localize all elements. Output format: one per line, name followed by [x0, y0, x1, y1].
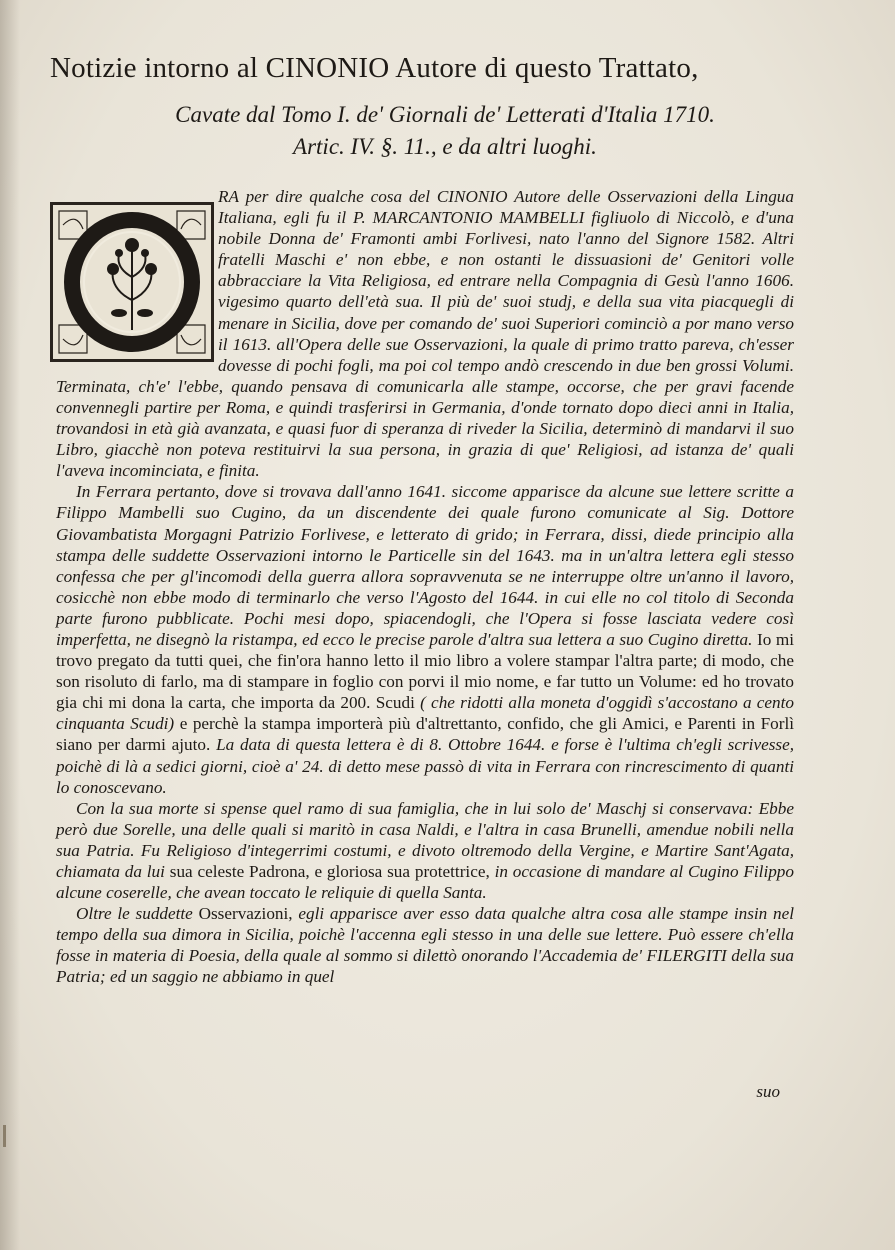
subtitle-line-1: Cavate dal Tomo I. de' Giornali de' Letterati d'Italia 1710. — [175, 102, 715, 127]
catchword: suo — [756, 1082, 780, 1101]
paragraph-1: RA per dire qualche cosa del CINONIO Autore delle Osservazioni della Lingua Italiana, egli fu il P. MARCANTONIO MAMBELLI figliuolo di Niccolò, e d'una nobile Donna de' Framonti ambi Forlivesi, nato l'anno del Signore 1582. Altri fratelli Maschi e' non ebbe, e non ostanti le dissuasioni de' Genitori volle abbracciare la Vita Religiosa, ed entrare nella Compagnia di Gesù l'anno 1606. vigesimo quarto dell'età sua. Il più de' suoi studj, e della sua vita piacquegli di menare in Sicilia, dove per comando de' suoi Superiori cominciò a por mano verso il 1613. all'Opera delle sue Osservazioni, la quale di primo tratto pareva, ch'esser dovesse di pochi fogli, ma poi col tempo andò crescendo in due ben grossi Volumi. Terminata, ch'e' l'ebbe, quando pensava di comunicarla alle stampe, occorse, che per gravi facende convennegli partire per Roma, e quindi trasferirsi in Germania, d'onde tornato dopo dieci anni in Italia, trovandosi in età già avanzata, e quasi fuor di speranza di riveder la Sicilia, determinò di mandarvi il suo Libro, giacchè non poteva restituirvi la sua persona, in grazia di que' Religiosi, ad istanza de' quali l'aveva incominciata, e finita. — [56, 187, 794, 481]
paragraph-4-start: Oltre le suddette — [76, 904, 193, 924]
page-title: Notizie intorno al CINONIO Autore di questo Trattato, — [50, 52, 699, 84]
subtitle-line-2: Artic. IV. §. 11., e da altri luoghi. — [293, 134, 597, 159]
page-edge-mark — [3, 1125, 6, 1147]
osservazioni-word: Osservazioni, — [198, 904, 293, 924]
letter-quote-end: e perchè la stampa importerà più d'altrettanto, confido, che gli Amici, e Parenti in Forlì siano per darmi ajuto. — [56, 714, 794, 755]
body-text — [56, 186, 794, 988]
paragraph-2-text: In Ferrara pertanto, dove si trovava dall'anno 1641. siccome apparisce da alcune sue lettere scritte a Filippo Mambelli suo Cugino, da un discendente dei quale furono comunicate al Sig. Dottore Giovambatista Morgagni Patrizio Forlivese, e letterato di grido; in Ferrara, dissi, diede principio alla stampa delle suddette Osservazioni intorno le Particelle sin del 1643. ma in un'altra lettera egli stesso confessa che per gl'incomodi della guerra allora sopravvenuta se ne interruppe oltre un'anno il lavoro, cosicchè non ebbe modo di terminarlo che verso l'Agosto del 1644. in cui elle no col titolo di Seconda parte furono pubblicate. Pochi mesi dopo, spiacendogli, che l'Opera si fosse lasciata vedere così imperfetta, ne disegnò la ristampa, ed ecco le precise parole d'altra sua lettera a suo Cugino diretta. — [56, 482, 794, 649]
paragraph-3-text: Con la sua morte si spense quel ramo di sua famiglia, che in lui solo de' Maschj si conservava: Ebbe però due Sorelle, una delle quali si maritò in casa Naldi, e l'altra in casa Brunelli, amendue nobili nella sua Patria. Fu Religioso d'integerrimi costumi, e divoto oltremodo della Vergine, e Martire Sant'Agata, chiamata da lui — [56, 798, 794, 881]
paragraph-2 — [56, 481, 794, 797]
agata-patrona: sua celeste Padrona, e gloriosa sua protettrice, — [169, 862, 490, 881]
letter-note: ( che ridotti alla moneta d'oggidì s'accostano a cento cinquanta Scudi) — [56, 693, 794, 734]
paragraph-3 — [56, 798, 794, 903]
paragraph-4 — [56, 903, 794, 987]
paragraph-4-text: egli apparisce aver esso data qualche altra cosa alle stampe insin nel tempo della sua dimora in Sicilia, poichè l'accenna egli stesso in una delle sue lettere. Può essere ch'ella fosse in materia di Poesia, della quale al sommo si dilettò onorando l'Accademia de' FILERGITI della sua Patria; ed un saggio ne abbiamo in quel — [56, 904, 795, 987]
letter-after: La data di questa lettera è di 8. Ottobre 1644. e forse è l'ultima ch'egli scrivesse, poichè di là a sedici giorni, cioè a' 24. di detto mese passò di vita in Ferrara con rincrescimento di quanti lo conoscevano. — [56, 735, 795, 797]
initial-spacer — [50, 186, 214, 356]
agata-after: in occasione di mandare al Cugino Filippo alcune coserelle, che avean toccato le reliquie di quella Santa. — [56, 862, 794, 903]
letter-quote: Io mi trovo pregato da tutti quei, che fin'ora hanno letto il mio libro a volere stampar l'altra parte; di modo, che son risoluto di farlo, ma di stampare in foglio con porvi il mio nome, e far tutto un Volume: ed ho trovato gia chi mi dona la carta, che importa da 200. Scudi — [56, 629, 794, 713]
page-binding-shadow — [0, 0, 20, 1250]
